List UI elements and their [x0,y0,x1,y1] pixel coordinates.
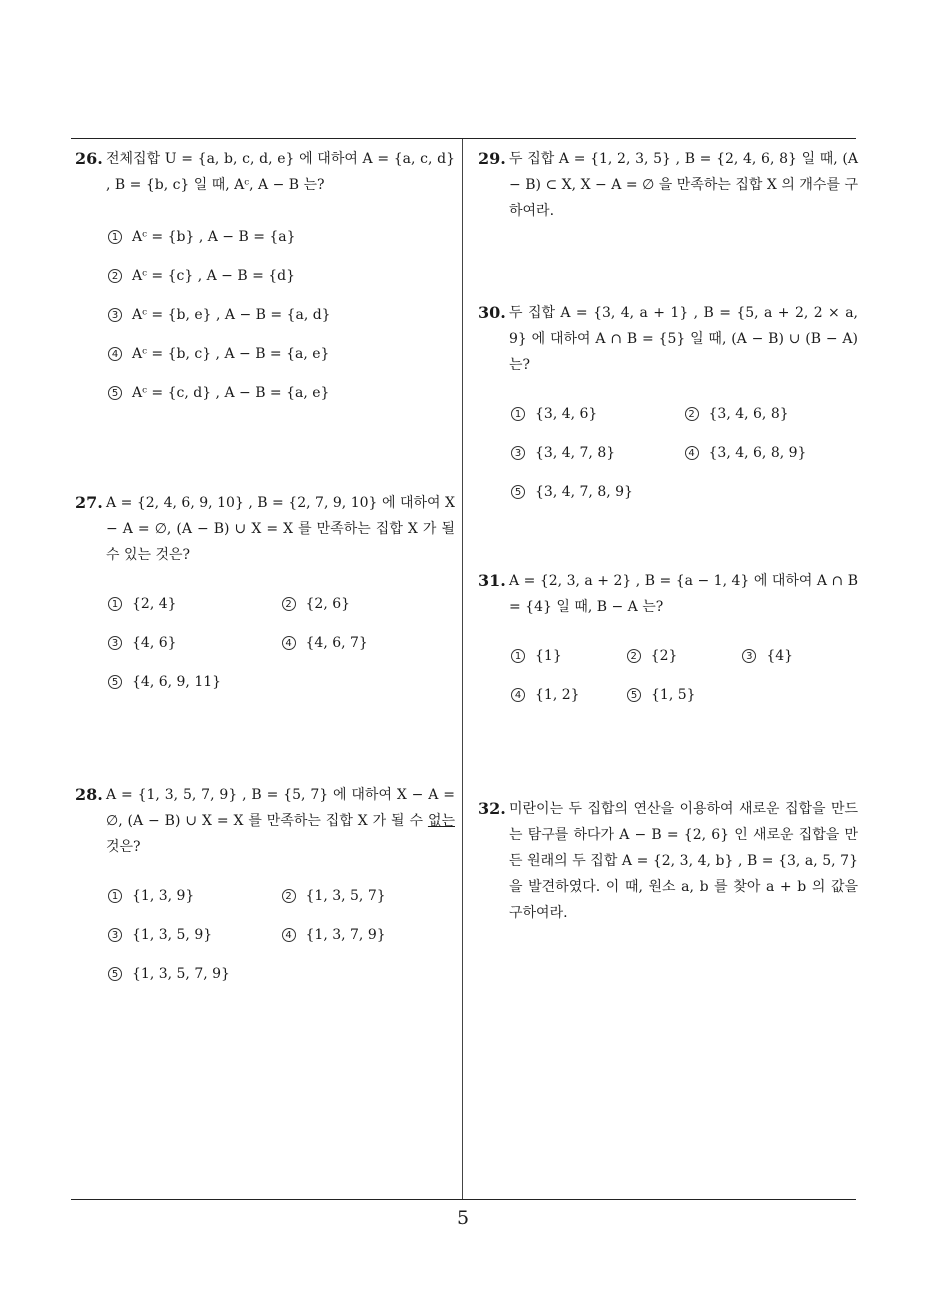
choice-list [108,217,455,412]
choice-3[interactable] [742,643,858,669]
choice-list [108,876,455,993]
choice-text: {4, 6, 9, 11} [132,673,222,690]
choice-5[interactable] [108,380,329,406]
choice-text: {4, 6} [132,634,177,651]
choice-1[interactable] [511,643,627,669]
question-number: 27. [75,493,103,512]
question-text: 전체집합 U = {a, b, c, d, e} 에 대하여 A = {a, c, d} , B = {b, c} 일 때, Aᶜ, A − B 는? [106,151,455,193]
question-text-part: A = {1, 3, 5, 7, 9} , B = {5, 7} 에 대하여 X − A = ∅, (A − B) ∪ X = X 를 만족하는 집합 X 가 될 수 [106,787,455,829]
choice-1[interactable] [511,401,685,427]
choice-number-circle: 5 [108,675,122,689]
choice-text: {2} [650,647,678,664]
choice-text: {3, 4, 6, 8} [708,405,789,422]
choice-1[interactable] [108,883,282,909]
question-number: 29. [478,149,506,168]
top-rule [71,138,856,139]
choice-number-circle: 1 [108,889,122,903]
question-text: A = {2, 4, 6, 9, 10} , B = {2, 7, 9, 10} 에 대하여 X − A = ∅, (A − B) ∪ X = X 를 만족하는 집합 X 가 될 수 있는 것은? [106,495,455,563]
choice-number-circle: 2 [108,269,122,283]
choice-text: {3, 4, 6, 8, 9} [708,444,807,461]
choice-4[interactable] [108,341,329,367]
choice-text: Aᶜ = {b} , A − B = {a} [132,228,296,245]
choice-number-circle: 5 [108,967,122,981]
column-divider [462,139,463,1200]
choice-number-circle: 5 [627,688,641,702]
choice-text: Aᶜ = {c} , A − B = {d} [132,267,296,284]
question-text [106,782,455,860]
choice-number-circle: 1 [108,597,122,611]
choice-2[interactable] [282,591,456,617]
question-text: 두 집합 A = {3, 4, a + 1} , B = {5, a + 2, 2 × a, 9} 에 대하여 A ∩ B = {5} 일 때, (A − B) ∪ (B − A) 는? [509,305,858,373]
choice-number-circle: 2 [282,889,296,903]
choice-3[interactable] [108,302,331,328]
choice-4[interactable] [685,440,859,466]
choice-text: {3, 4, 7, 8, 9} [535,483,633,500]
choice-number-circle: 5 [511,485,525,499]
choice-5[interactable] [511,479,687,505]
question-32 [478,796,858,926]
choice-text: {1, 2} [535,686,580,703]
choice-number-circle: 3 [511,446,525,460]
choice-list [108,584,455,701]
choice-text: {1, 3, 5, 7, 9} [132,965,230,982]
choice-5[interactable] [627,682,743,708]
choice-text: Aᶜ = {b, e} , A − B = {a, d} [132,306,331,323]
choice-text: {1, 3, 5, 9} [132,926,213,943]
question-27 [75,490,455,701]
choice-number-circle: 3 [108,308,122,322]
question-number: 28. [75,785,103,804]
choice-text: Aᶜ = {c, d} , A − B = {a, e} [132,384,330,401]
choice-number-circle: 1 [108,230,122,244]
choice-2[interactable] [685,401,859,427]
question-number: 32. [478,799,506,818]
choice-text: {1, 3, 9} [132,887,195,904]
choice-text: {1, 3, 5, 7} [305,887,386,904]
choice-number-circle: 4 [108,347,122,361]
question-31 [478,568,858,714]
choice-number-circle: 5 [108,386,122,400]
choice-number-circle: 3 [108,928,122,942]
question-text: 미란이는 두 집합의 연산을 이용하여 새로운 집합을 만드는 탐구를 하다가 A − B = {2, 6} 인 새로운 집합을 만든 원래의 두 집합 A = {2, 3, 4, b} , B = {3, a, 5, 7} 을 발견하였다. 이 때, 원소 a, b 를 찾아 a + b 의 값을 구하여라. [509,801,858,921]
question-29 [478,146,858,224]
choice-number-circle: 2 [627,649,641,663]
choice-number-circle: 4 [282,928,296,942]
choice-text: {1, 5} [651,686,696,703]
choice-3[interactable] [108,922,282,948]
choice-3[interactable] [108,630,282,656]
choice-4[interactable] [282,630,456,656]
choice-text: {1} [535,647,562,664]
choice-text: Aᶜ = {b, c} , A − B = {a, e} [132,345,330,362]
question-text-part: 것은? [106,839,141,855]
choice-text: {1, 3, 7, 9} [305,926,386,943]
question-number: 26. [75,149,103,168]
choice-text: {2, 6} [305,595,351,612]
choice-number-circle: 2 [685,407,699,421]
question-text: 두 집합 A = {1, 2, 3, 5} , B = {2, 4, 6, 8} 일 때, (A − B) ⊂ X, X − A = ∅ 을 만족하는 집합 X 의 개수를 구하여라. [509,151,858,219]
choice-number-circle: 1 [511,649,525,663]
choice-3[interactable] [511,440,685,466]
choice-4[interactable] [282,922,456,948]
choice-2[interactable] [108,263,295,289]
question-26 [75,146,455,412]
question-number: 30. [478,303,506,322]
choice-number-circle: 3 [742,649,756,663]
choice-number-circle: 3 [108,636,122,650]
underlined-emphasis: 없는 [427,813,455,829]
choice-5[interactable] [108,669,284,695]
choice-2[interactable] [627,643,743,669]
choice-number-circle: 4 [685,446,699,460]
choice-2[interactable] [282,883,456,909]
choice-text: {3, 4, 6} [535,405,598,422]
choice-4[interactable] [511,682,627,708]
question-28 [75,782,455,993]
question-number: 31. [478,571,506,590]
choice-text: {4, 6, 7} [305,634,368,651]
question-text: A = {2, 3, a + 2} , B = {a − 1, 4} 에 대하여 A ∩ B = {4} 일 때, B − A 는? [509,573,858,615]
bottom-rule [71,1199,856,1200]
choice-number-circle: 1 [511,407,525,421]
choice-1[interactable] [108,224,296,250]
choice-list [511,394,858,511]
page-number: 5 [456,1207,470,1229]
choice-list [511,636,858,714]
choice-5[interactable] [108,961,284,987]
choice-text: {4} [766,647,794,664]
choice-number-circle: 2 [282,597,296,611]
choice-text: {2, 4} [132,595,177,612]
choice-number-circle: 4 [511,688,525,702]
choice-number-circle: 4 [282,636,296,650]
question-30 [478,300,858,511]
choice-text: {3, 4, 7, 8} [535,444,616,461]
choice-1[interactable] [108,591,282,617]
